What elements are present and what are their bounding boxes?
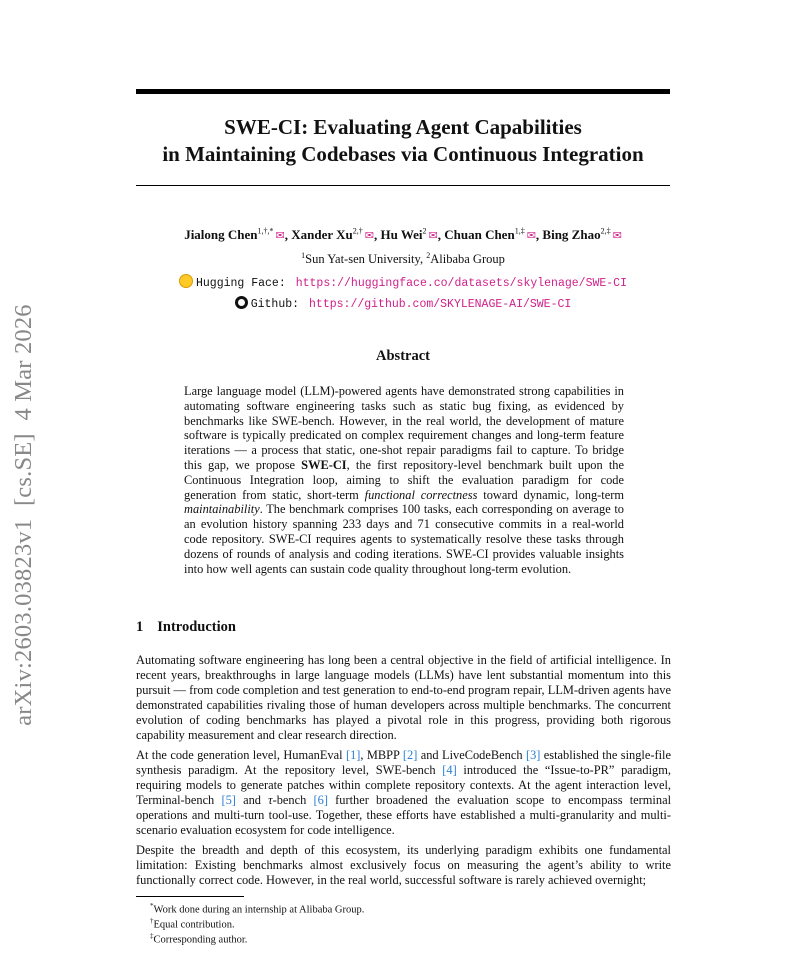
abstract-body: Large language model (LLM)-powered agents have demonstrated strong capabilities in automating software engineering tasks such as static bug fixing, as evidenced by benchmarks like SWE-bench. However, in the real world, the development of mature software is typically predicated on complex requirement changes and long-term feature iterations — a process that static, one-shot repair paradigms fail to capture. To bridge this gap, we propose SWE-CI, the first repository-level benchmark built upon the Continuous Integration loop, aiming to shift the evaluation paradigm for code generation from static, short-term functional correctness toward dynamic, long-term maintainability. The benchmark comprises 100 tasks, each corresponding on average to an evolution history spanning 233 days and 71 consecutive commits in a real-world code repository. SWE-CI requires agents to systematically resolve these tasks through dozens of rounds of analysis and coding iterations. SWE-CI provides valuable insights into how well agents can sustain code quality throughout long-term evolution. [184,384,624,576]
huggingface-url[interactable]: https://huggingface.co/datasets/skylenage/SWE-CI [295,277,627,290]
hugging-face-icon [179,274,193,288]
abstract-heading: Abstract [376,348,430,364]
citation-link[interactable]: [5] [221,792,236,807]
citation-link[interactable]: [6] [313,792,328,807]
author: Bing Zhao$^{2,\ddagger}$ ✉ [542,227,622,243]
citation-link[interactable]: [3] [525,748,541,762]
citation-link[interactable]: [1] [345,748,361,762]
footnote: *Work done during an internship at Alibaba Group. [150,902,365,916]
affiliations: $^1$Sun Yat-sen University, $^2$Alibaba Group [301,251,505,267]
author: Jialong Chen$^{1,\dagger,*}$ ✉ [184,227,285,243]
github-url[interactable]: https://github.com/SKYLENAGE-AI/SWE-CI [309,298,572,311]
title-top-rule [136,89,670,94]
email-icon[interactable]: ✉ [526,230,536,243]
email-icon[interactable]: ✉ [275,230,285,243]
intro-paragraph-3: Despite the breadth and depth of this ecosystem, its underlying paradigm exhibits one fundamental limitation: Existing benchmarks almost exclusively focus on measuring the agent’s ability to write functionally correct code. However, in the real world, successful software is rarely achieved overnight; [136,843,671,887]
paper-title: SWE-CI: Evaluating Agent Capabilities in Maintaining Codebases via Continuous Integration [162,115,644,166]
intro-paragraph-2: At the code generation level, HumanEval [1], MBPP [2] and LiveCodeBench [3] established the single-file synthesis paradigm. At the repository level, SWE-bench [4] introduced the “Issue-to-PR” paradigm, requiring models to generate patches within complete repository contexts. At the agent interaction level, Terminal-bench [5] and τ-bench [6] further broadened the evaluation scope to encompass terminal operations and multi-turn tool-use. Together, these efforts have established a multi-granularity and multi-scenario evaluation ecosystem for code intelligence. [136,748,672,837]
huggingface-link-row: Hugging Face: https://huggingface.co/datasets/skylenage/SWE-CI [136,274,670,291]
section-heading: 1 Introduction [136,619,236,635]
footnote: †Equal contribution. [150,917,235,931]
author-list: Jialong Chen$^{1,\dagger,*}$ ✉, Xander $Xu^{2,\dagger}$ ✉, Hu Wei$^2$ ✉, Chuan Chen$^{1,\ddagger}$ ✉, Bing Zhao$^{2,\ddagger}$ ✉ [184,227,622,243]
arxiv-identifier: arXiv:2603.03823v1 [cs.SE] 4 Mar 2026 [10,304,37,726]
title-bottom-rule [136,185,670,186]
author: Xander $Xu^{2,\dagger}$ ✉ [291,227,374,243]
intro-paragraph-1: Automating software engineering has long been a central objective in the field of artificial intelligence. In recent years, breakthroughs in large language models (LLMs) have lent substantial momentum into this pursuit — from code completion and test generation to end-to-end program repair, LLM-driven agents have demonstrated capabilities rivaling those of human developers across multiple benchmarks. The concurrent evolution of coding benchmarks has played a pivotal role in this progress, providing both rigorous capability measurement and clear research direction. [136,653,671,742]
author: Chuan Chen$^{1,\ddagger}$ ✉ [444,227,536,243]
email-icon[interactable]: ✉ [364,230,374,243]
github-icon [235,296,248,309]
footnote: ‡Corresponding author. [150,932,248,946]
footnote-rule [136,896,244,897]
github-link-row: Github: https://github.com/SKYLENAGE-AI/SWE-CI [136,296,670,312]
email-icon[interactable]: ✉ [428,230,438,243]
citation-link[interactable]: [4] [442,762,457,777]
email-icon[interactable]: ✉ [612,230,622,243]
author: Hu Wei$^2$ ✉ [380,227,438,243]
citation-link[interactable]: [2] [402,748,418,762]
